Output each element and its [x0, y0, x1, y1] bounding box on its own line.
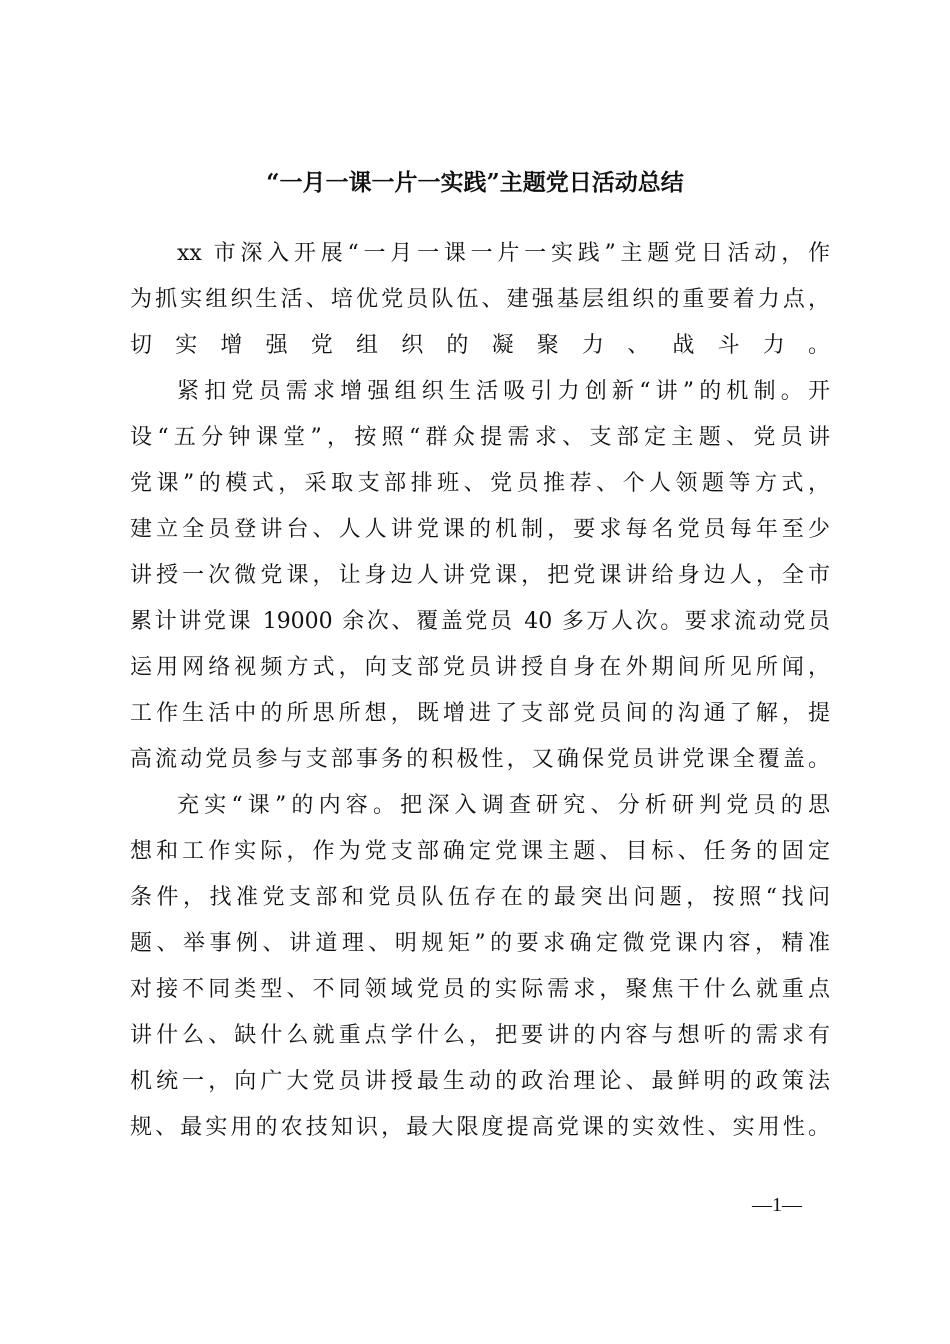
- text-line: 党课”的模式，采取支部排班、党员推荐、个人领题等方式，: [130, 471, 830, 496]
- paragraph: [130, 369, 830, 783]
- document-title: “一月一课一片一实践”主题党日活动总结: [266, 169, 684, 196]
- text-line: 机统一，向广大党员讲授最生动的政治理论、最鲜明的政策法: [130, 1069, 830, 1094]
- paragraph: [130, 783, 830, 1151]
- text-line: 对接不同类型、不同领域党员的实际需求，聚焦干什么就重点: [130, 977, 830, 1002]
- text-line: 切实增强党组织的凝聚力、战斗力。: [130, 333, 830, 358]
- text-line: 讲授一次微党课，让身边人讲党课，把党课讲给身边人，全市: [130, 563, 830, 588]
- text-line: 工作生活中的所思所想，既增进了支部党员间的沟通了解，提: [130, 701, 830, 726]
- text-line: 累计讲党课 19000 余次、覆盖党员 40 多万人次。要求流动党员: [130, 609, 830, 634]
- text-line: 题、举事例、讲道理、明规矩”的要求确定微党课内容，精准: [130, 931, 830, 956]
- text-line: 紧扣党员需求增强组织生活吸引力创新“讲”的机制。开: [177, 379, 830, 404]
- text-line: 运用网络视频方式，向支部党员讲授自身在外期间所见所闻，: [130, 655, 830, 680]
- document-body: [130, 231, 830, 1151]
- page-number: —1—: [752, 1194, 802, 1216]
- paragraph: [130, 231, 830, 369]
- text-line: 为抓实组织生活、培优党员队伍、建强基层组织的重要着力点，: [130, 287, 830, 312]
- text-line: 想和工作实际，作为党支部确定党课主题、目标、任务的固定: [130, 839, 830, 864]
- text-line: 高流动党员参与支部事务的积极性，又确保党员讲党课全覆盖。: [130, 747, 830, 772]
- text-line: 充实“课”的内容。把深入调查研究、分析研判党员的思: [177, 793, 830, 818]
- text-line: 建立全员登讲台、人人讲党课的机制，要求每名党员每年至少: [130, 517, 830, 542]
- text-line: xx 市深入开展“一月一课一片一实践”主题党日活动，作: [177, 241, 830, 266]
- text-line: 设“五分钟课堂”，按照“群众提需求、支部定主题、党员讲: [130, 425, 830, 450]
- text-line: 讲什么、缺什么就重点学什么，把要讲的内容与想听的需求有: [130, 1023, 830, 1048]
- text-line: 条件，找准党支部和党员队伍存在的最突出问题，按照“找问: [130, 885, 830, 910]
- text-line: 规、最实用的农技知识，最大限度提高党课的实效性、实用性。: [130, 1115, 830, 1140]
